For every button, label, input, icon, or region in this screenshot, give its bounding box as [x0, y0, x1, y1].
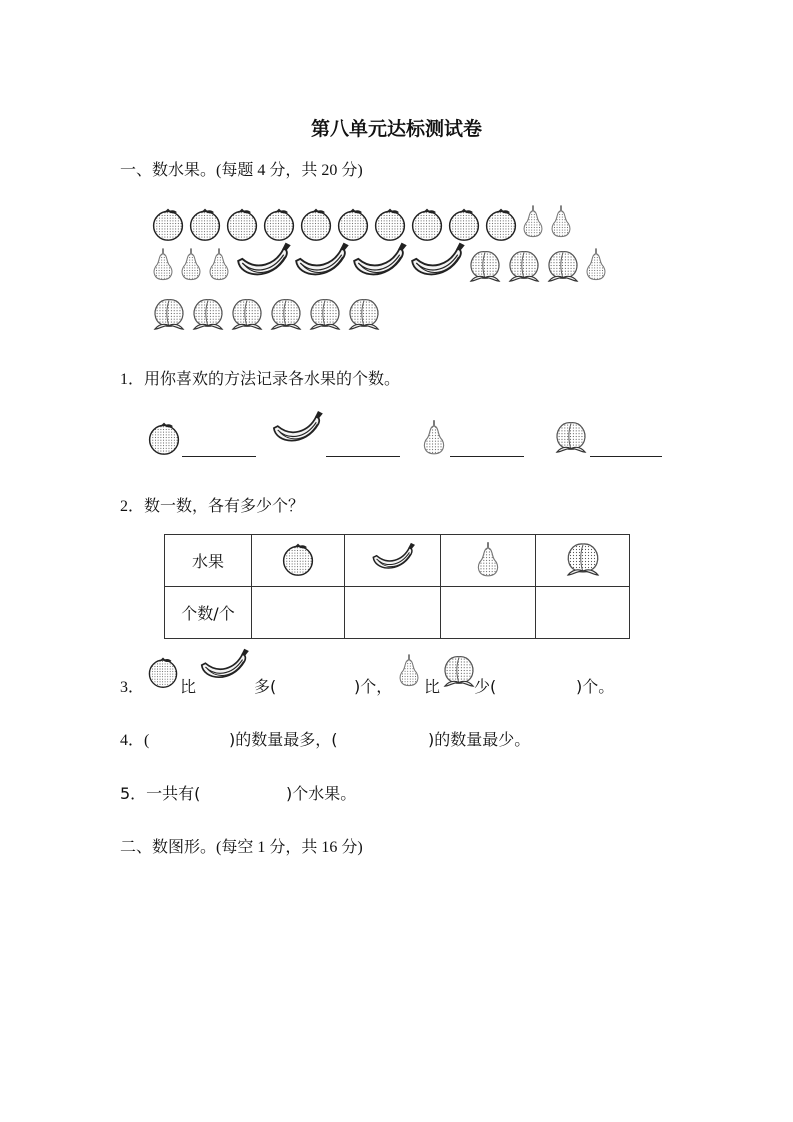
table-cell-pear [441, 535, 536, 587]
banana-icon [350, 241, 408, 285]
peach-icon [466, 247, 504, 285]
pear-icon [420, 416, 448, 458]
orange-icon [298, 206, 334, 242]
question-3-shao: 少( [474, 677, 497, 696]
question-4-end: )的数量最少。 [428, 730, 531, 749]
peach-icon [228, 295, 266, 333]
table-row-fruit [165, 535, 630, 587]
banana-icon [370, 542, 416, 576]
orange-icon [150, 206, 186, 242]
question-2-number: 2． [120, 498, 145, 515]
peach-icon [306, 295, 344, 333]
banana-icon [270, 408, 324, 452]
pear-count-cell[interactable] [441, 587, 536, 639]
question-4-middle: )的数量最多，( [229, 730, 338, 749]
orange-icon [372, 206, 408, 242]
orange-icon [280, 541, 316, 577]
banana-icon [408, 241, 466, 285]
section-2-label: 二、数图形。 [120, 837, 217, 856]
orange-count-blank[interactable] [182, 456, 256, 457]
orange-icon [146, 655, 180, 689]
question-3-bi-2: 比 [424, 677, 441, 696]
question-5-start: 5．一共有( [120, 784, 201, 803]
question-3-ge-2: )个。 [576, 677, 615, 696]
question-3-number-text: 3． [120, 679, 145, 696]
table-cell-orange [252, 535, 345, 587]
pear-icon [548, 200, 574, 242]
section-1-label: 一、数水果。 [120, 160, 217, 179]
orange-icon [335, 206, 371, 242]
question-1-number: 1． [120, 371, 145, 388]
question-3-bi-1: 比 [180, 677, 197, 696]
pear-icon [206, 243, 232, 285]
peach-icon [552, 418, 590, 456]
peach-count-cell[interactable] [536, 587, 630, 639]
orange-icon [261, 206, 297, 242]
orange-icon [224, 206, 260, 242]
fruit-count-table [164, 534, 630, 639]
peach-icon [345, 295, 383, 333]
banana-icon [198, 646, 250, 688]
peach-count-blank[interactable] [590, 456, 662, 457]
peach-icon [189, 295, 227, 333]
orange-icon [446, 206, 482, 242]
peach-icon [505, 247, 543, 285]
table-cell-peach [536, 535, 630, 587]
peach-icon [563, 539, 603, 579]
section-1-heading [120, 157, 363, 180]
banana-icon [292, 241, 350, 285]
question-1-text: 用你喜欢的方法记录各水果的个数。 [144, 369, 401, 388]
banana-icon [234, 241, 292, 285]
pear-icon [520, 200, 546, 242]
question-3-number [120, 674, 144, 697]
pear-icon [178, 243, 204, 285]
peach-icon [267, 295, 305, 333]
pear-count-blank[interactable] [450, 456, 524, 457]
question-4-number-text: 4．( [120, 732, 150, 749]
question-3-duo: 多( [254, 677, 277, 696]
question-1 [120, 366, 400, 389]
section-2-heading [120, 834, 363, 857]
table-cell-banana [345, 535, 441, 587]
banana-count-blank[interactable] [326, 456, 400, 457]
orange-icon [483, 206, 519, 242]
question-2-text: 数一数，各有多少个？ [144, 496, 305, 515]
peach-icon [440, 652, 478, 690]
section-2-score-note: (每空 1 分，共 16 分) [216, 839, 363, 856]
pear-icon [396, 650, 422, 690]
page-title: 第八单元达标测试卷 [310, 118, 482, 140]
question-3-ge-1: )个， [354, 677, 393, 696]
question-2 [120, 493, 304, 516]
peach-icon [544, 247, 582, 285]
pear-icon [150, 243, 176, 285]
banana-count-cell[interactable] [345, 587, 441, 639]
question-5-end: )个水果。 [286, 784, 357, 803]
peach-icon [150, 295, 188, 333]
orange-icon [187, 206, 223, 242]
table-row-count [165, 587, 630, 639]
question-4-start [120, 727, 149, 750]
table-header-count: 个数/个 [165, 587, 252, 639]
pear-icon [583, 243, 609, 285]
pear-icon [474, 539, 502, 579]
table-header-fruit: 水果 [165, 535, 252, 587]
section-1-score-note: (每题 4 分，共 20 分) [216, 162, 363, 179]
orange-count-cell[interactable] [252, 587, 345, 639]
orange-icon [409, 206, 445, 242]
orange-icon [146, 420, 182, 456]
